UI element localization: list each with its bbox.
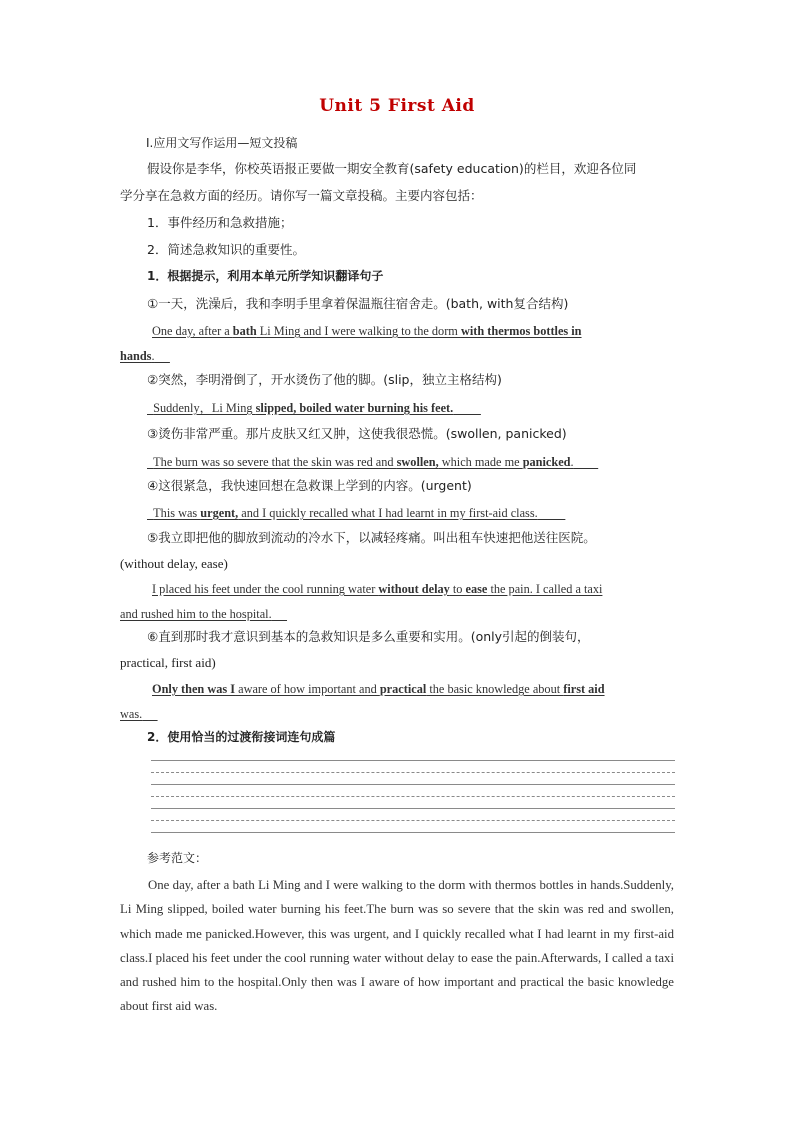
item2-prompt: ②突然，李明滑倒了，开水烫伤了他的脚。(slip，独立主格结构) <box>147 372 502 387</box>
prompt-line-1: 假设你是李华，你校英语报正要做一期安全教育(safety education)的栏目，欢迎各位同 <box>147 161 637 176</box>
sample-label: 参考范文： <box>147 851 208 865</box>
item3-answer: The burn was so severe that the skin was red and swollen, which made me panicked. <box>153 455 574 469</box>
sample-essay: One day, after a bath Li Ming and I were walking to the dorm with thermos bottles in hands.Suddenly, Li Ming slipped, boiled water burning his feet.The burn was so severe that the skin was red and swollen, which made me panicked.However, this was urgent, and I quickly recalled what I had learnt in my first-aid class.I placed his feet under the cool running water without delay to ease the pain.Afterwards, I called a taxi and rushed him to the hospital.Only then was I aware of how important and practical the basic knowledge about first aid was. <box>120 878 674 1014</box>
item4-prompt: ④这很紧急，我快速回想在急救课上学到的内容。(urgent) <box>147 478 472 493</box>
item5-prompt: ⑤我立即把他的脚放到流动的冷水下，以减轻疼痛。叫出租车快速把他送往医院。 <box>147 530 596 545</box>
item5-answer: I placed his feet under the cool running water without delay to ease the pain. I called a taxi and rushed him to the hospital. <box>120 582 603 621</box>
item3-prompt: ③烫伤非常严重。那片皮肤又红又肿，这使我很恐慌。(swollen, panicked) <box>147 426 567 441</box>
item5-prompt-hint: (without delay, ease) <box>120 556 228 571</box>
part1-heading: 1．根据提示，利用本单元所学知识翻译句子 <box>147 269 384 283</box>
writing-line <box>151 832 675 833</box>
writing-line <box>151 784 675 785</box>
prompt-line-2: 学分享在急救方面的经历。请你写一篇文章投稿。主要内容包括： <box>120 188 483 203</box>
item1-answer: One day, after a bath Li Ming and I were walking to the dorm with thermos bottles in hands. <box>120 324 582 363</box>
writing-line <box>151 820 675 821</box>
item4-answer: This was urgent, and I quickly recalled what I had learnt in my first-aid class. <box>153 506 538 520</box>
writing-line <box>151 796 675 797</box>
item1-prompt: ①一天，洗澡后，我和李明手里拿着保温瓶往宿舍走。(bath, with复合结构) <box>147 296 569 311</box>
writing-line <box>151 808 675 809</box>
writing-line <box>151 760 675 761</box>
point-2: 2．简述急救知识的重要性。 <box>147 242 305 257</box>
writing-line <box>151 772 675 773</box>
writing-area[interactable] <box>151 758 675 838</box>
item6-answer: Only then was I aware of how important and practical the basic knowledge about first aid was. <box>120 682 605 721</box>
point-1: 1．事件经历和急救措施； <box>147 215 293 230</box>
item6-prompt-hint: practical, first aid) <box>120 655 216 670</box>
page-title: Unit 5 First Aid <box>319 96 475 116</box>
item6-prompt: ⑥直到那时我才意识到基本的急救知识是多么重要和实用。(only引起的倒装句， <box>147 629 590 644</box>
item2-answer: Suddenly，Li Ming slipped, boiled water burning his feet. <box>153 401 454 415</box>
part2-heading: 2．使用恰当的过渡衔接词连句成篇 <box>147 730 336 744</box>
section-heading: Ⅰ.应用文写作运用—短文投稿 <box>146 136 298 150</box>
